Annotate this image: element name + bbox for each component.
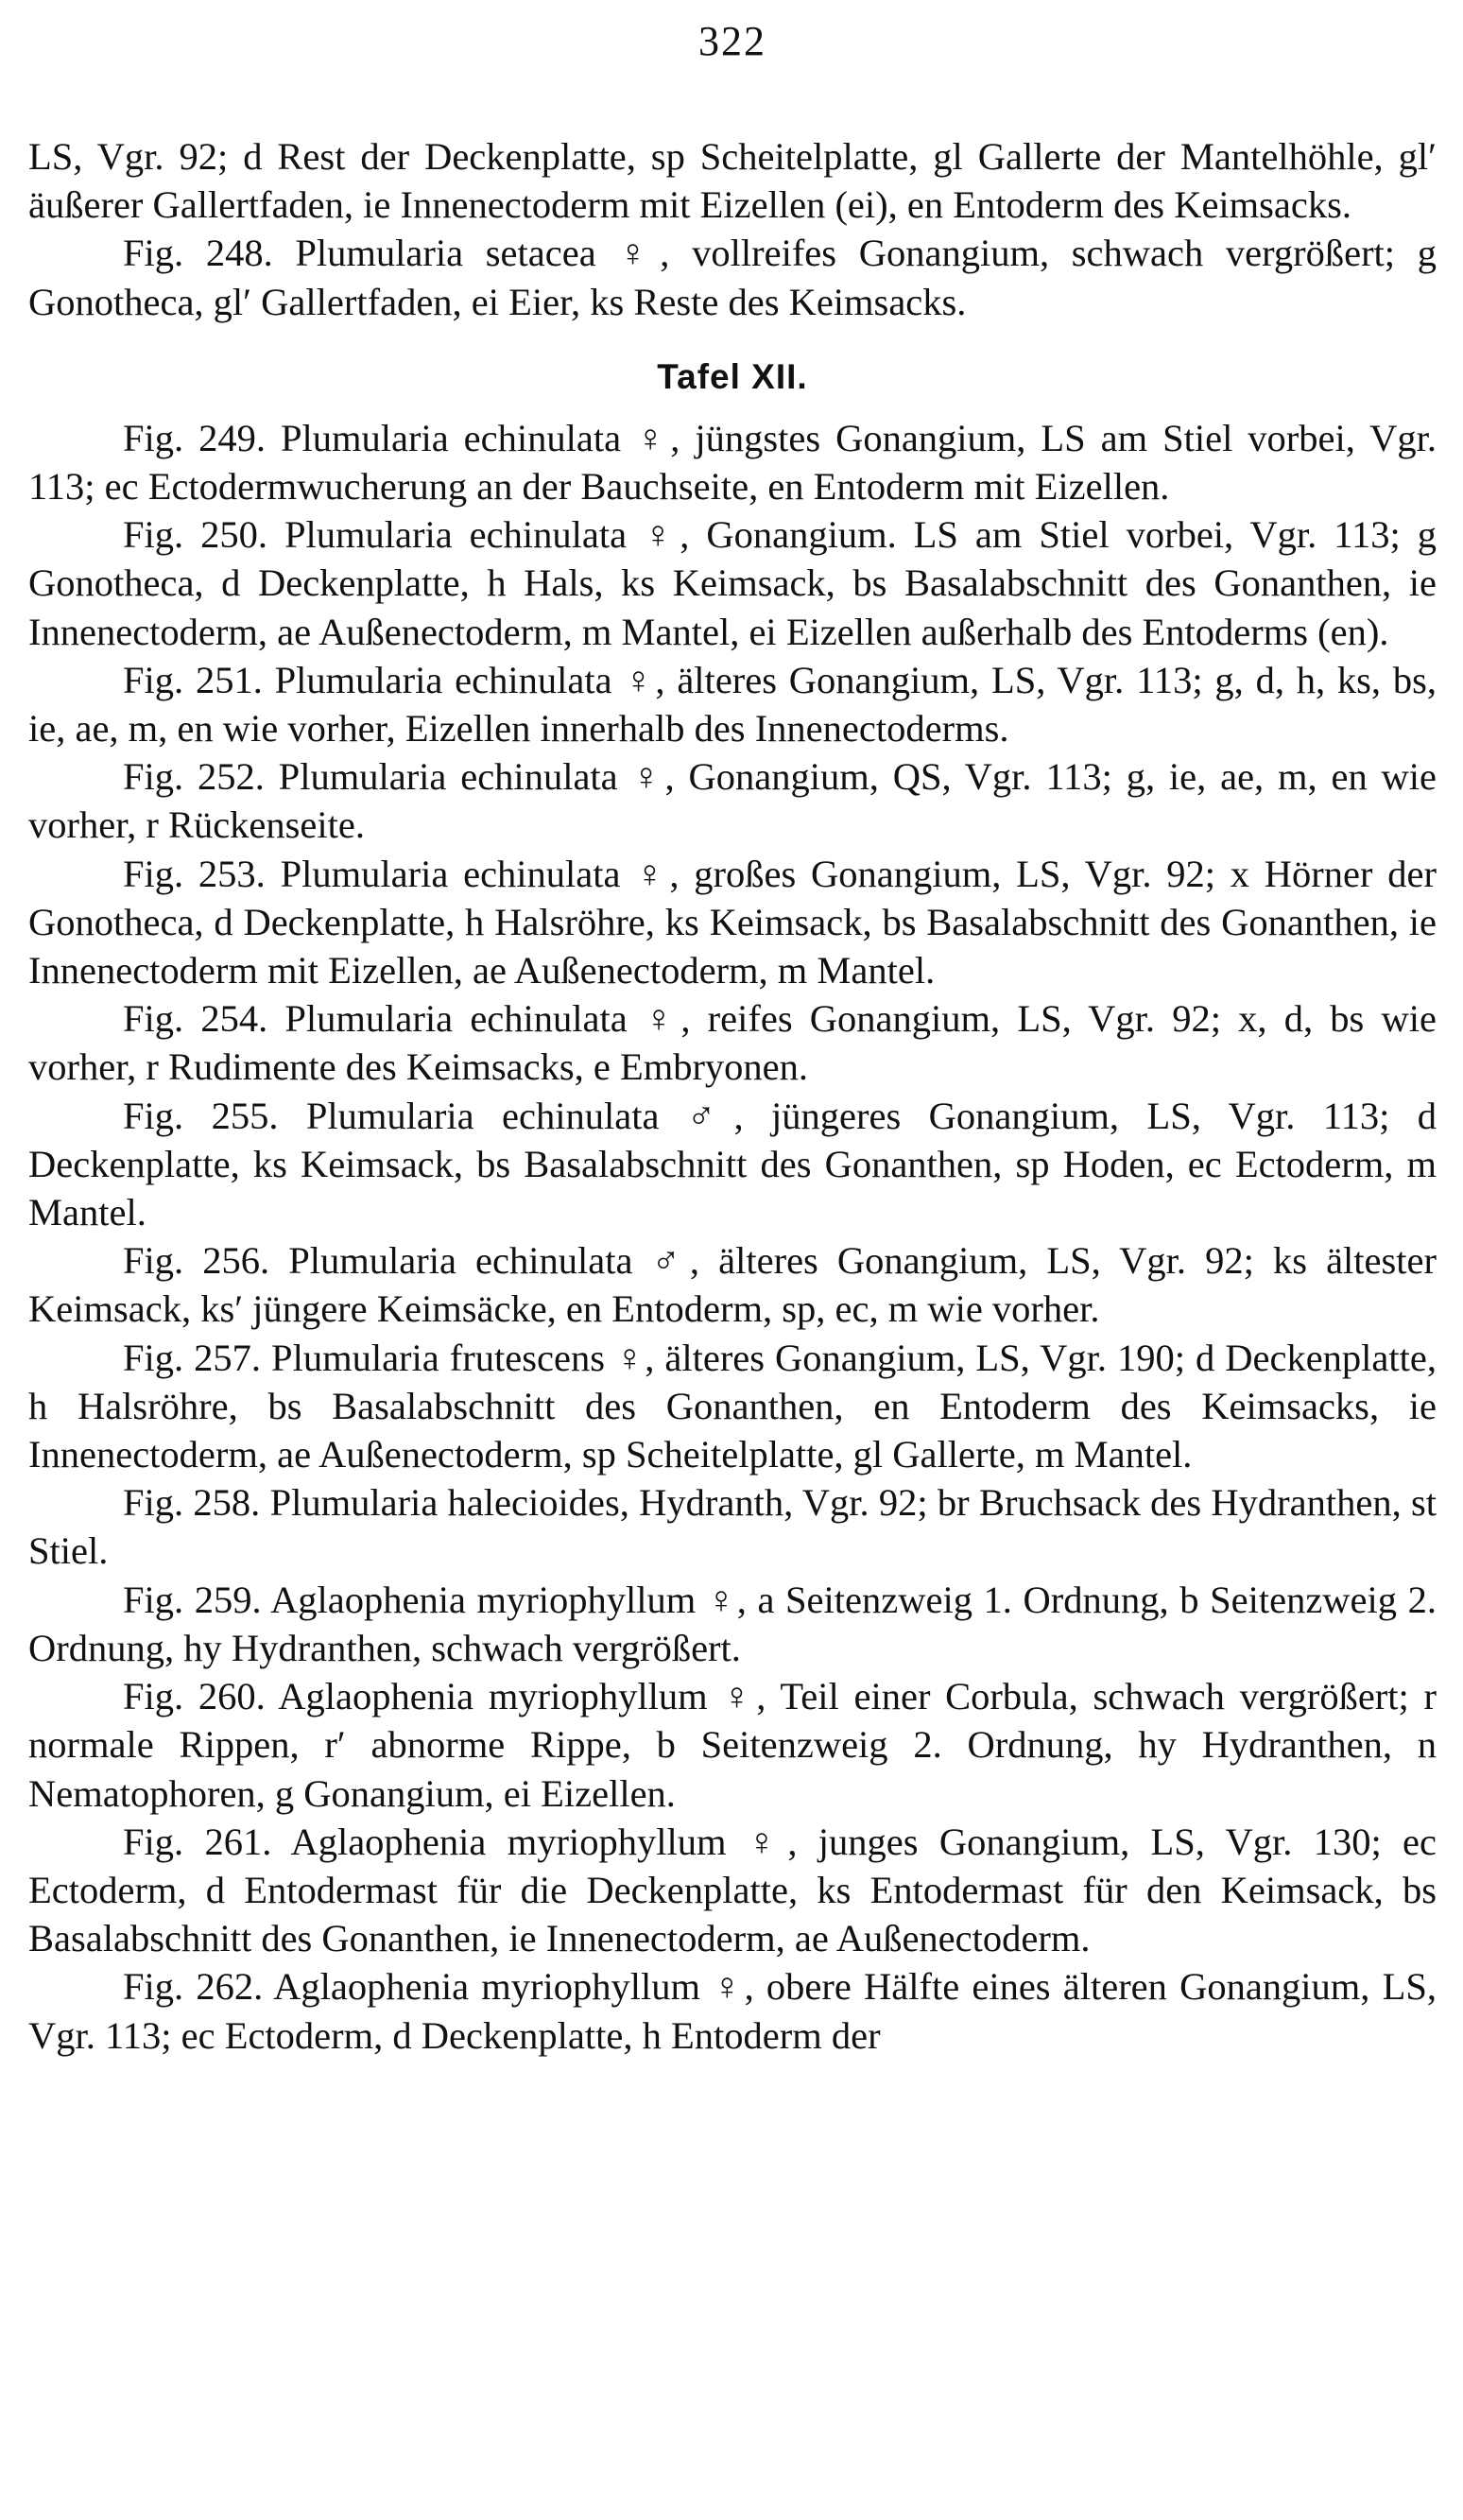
figure-caption: Fig. 253. Plumularia echinulata ♀, großes Gonangium, LS, Vgr. 92; x Hörner der Gonotheca, d Deckenplatte, h Halsröhre, ks Keimsack, bs Basalabschnitt des Gonanthen, ie Innenectoderm mit Eizellen, ae Außenectoderm, m Mantel. (28, 852, 1437, 992)
figure-caption: Fig. 259. Aglaophenia myriophyllum ♀, a Seitenzweig 1. Ordnung, b Seitenzweig 2. Ordnung, hy Hydranthen, schwach vergrößert. (28, 1578, 1437, 1669)
figure-caption: Fig. 255. Plumularia echinulata ♂, jüngeres Gonangium, LS, Vgr. 113; d Deckenplatte, ks Keimsack, bs Basalabschnitt des Gonanthen, sp Hoden, ec Ectoderm, m Mantel. (28, 1094, 1437, 1234)
figure-caption: Fig. 260. Aglaophenia myriophyllum ♀, Teil einer Corbula, schwach vergrößert; r normale Rippen, r′ abnorme Rippe, b Seitenzweig 2. Ordnung, hy Hydranthen, n Nematophoren, g Gonangium, ei Eizellen. (28, 1675, 1437, 1815)
paragraph: LS, Vgr. 92; d Rest der Deckenplatte, sp Scheitelplatte, gl Gallerte der Mantelhöhle, gl′ äußerer Gallertfaden, ie Innenectoderm mit Eizellen (ei), en Entoderm des Keimsacks. (28, 135, 1437, 227)
figure-caption: Fig. 254. Plumularia echinulata ♀, reifes Gonangium, LS, Vgr. 92; x, d, bs wie vorher, r Rudimente des Keimsacks, e Embryonen. (28, 997, 1437, 1089)
figure-caption: Fig. 249. Plumularia echinulata ♀, jüngstes Gonangium, LS am Stiel vorbei, Vgr. 113; ec Ectodermwucherung an der Bauchseite, en Entoderm mit Eizellen. (28, 416, 1437, 509)
page-number: 322 (698, 18, 766, 64)
figure-caption: Fig. 250. Plumularia echinulata ♀, Gonangium. LS am Stiel vorbei, Vgr. 113; g Gonotheca, d Deckenplatte, h Hals, ks Keimsack, bs Basalabschnitt des Gonanthen, ie Innenectoderm, ae Außenectoderm, m Mantel, ei Eizellen außerhalb des Entoderms (en). (28, 513, 1437, 653)
figure-caption: Fig. 251. Plumularia echinulata ♀, älteres Gonangium, LS, Vgr. 113; g, d, h, ks, bs, ie, ae, m, en wie vorher, Eizellen innerhalb des Innenectoderms. (28, 658, 1437, 751)
figure-caption: Fig. 252. Plumularia echinulata ♀, Gonangium, QS, Vgr. 113; g, ie, ae, m, en wie vorher, r Rückenseite. (28, 755, 1437, 847)
figure-caption: Fig. 248. Plumularia setacea ♀, vollreifes Gonangium, schwach vergrößert; g Gonotheca, gl′ Gallertfaden, ei Eier, ks Reste des Keimsacks. (28, 232, 1437, 323)
figure-caption: Fig. 261. Aglaophenia myriophyllum ♀, junges Gonangium, LS, Vgr. 130; ec Ectoderm, d Entodermast für die Deckenplatte, ks Entodermast für den Keimsack, bs Basalabschnitt des Gonanthen, ie Innenectoderm, ae Außenectoderm. (28, 1820, 1437, 1960)
figure-caption: Fig. 258. Plumularia halecioides, Hydranth, Vgr. 92; br Bruchsack des Hydranthen, st Stiel. (28, 1481, 1437, 1573)
figure-caption: Fig. 257. Plumularia frutescens ♀, älteres Gonangium, LS, Vgr. 190; d Deckenplatte, h Halsröhre, bs Basalabschnitt des Gonanthen, en Entoderm des Keimsacks, ie Innenectoderm, ae Außenectoderm, sp Scheitelplatte, gl Gallerte, m Mantel. (28, 1336, 1437, 1476)
section-heading: Tafel XII. (657, 356, 808, 396)
figure-caption: Fig. 256. Plumularia echinulata ♂, älteres Gonangium, LS, Vgr. 92; ks ältester Keimsack, ks′ jüngere Keimsäcke, en Entoderm, sp, ec, m wie vorher. (28, 1239, 1437, 1331)
figure-caption: Fig. 262. Aglaophenia myriophyllum ♀, obere Hälfte eines älteren Gonangium, LS, Vgr. 113; ec Ectoderm, d Deckenplatte, h Entoderm der (28, 1965, 1437, 2057)
